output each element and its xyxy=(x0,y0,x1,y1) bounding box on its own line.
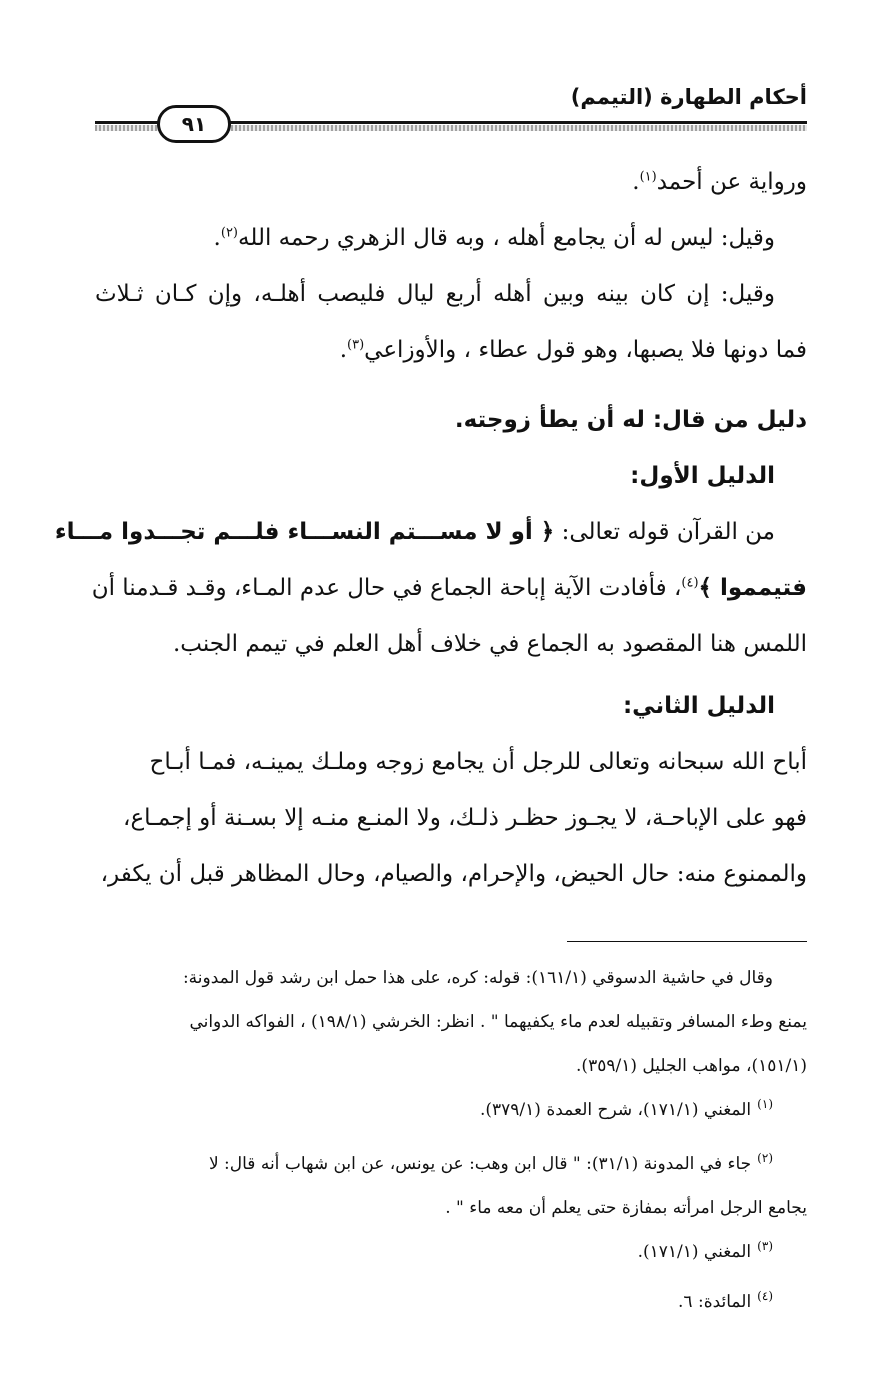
paragraph-line: اللمس هنا المقصود به الجماع في خلاف أهل العلم في تيمم الجنب. xyxy=(172,631,807,657)
footnote-line: وقال في حاشية الدسوقي (١٦١/١): قوله: كره، على هذا حمل ابن رشد قول المدونة: xyxy=(182,968,773,988)
footnote-number: (٣) xyxy=(757,1239,773,1254)
quran-quote: فتيمموا ﴾ xyxy=(698,575,807,601)
footnote-line: (١٥١/١)، مواهب الجليل (٣٥٩/١). xyxy=(576,1056,807,1076)
section-heading: دليل من قال: له أن يطأ زوجته. xyxy=(454,407,807,433)
footnote-line: يجامع الرجل امرأته بمفازة حتى يعلم أن معه ماء " . xyxy=(445,1198,807,1218)
footnote-line: يمنع وطء المسافر وتقبيله لعدم ماء يكفيهما " . انظر: الخرشي (١٩٨/١) ، الفواكه الدواني xyxy=(189,1012,807,1032)
subsection-heading: الدليل الأول: xyxy=(630,463,775,489)
paragraph-line: والممنوع منه: حال الحيض، والإحرام، والصيام، وحال المظاهر قبل أن يكفر، xyxy=(100,861,807,887)
page-number: ٩١ xyxy=(181,112,207,136)
footnote-ref: (٤) xyxy=(681,575,699,591)
running-header-title: أحكام الطهارة (التيمم) xyxy=(570,85,807,109)
footnote-separator xyxy=(567,941,807,942)
paragraph-line: فتيمموا ﴾$^{(٤)}$، فأفادت الآية إباحة الجماع في حال عدم المـاء، وقـد قـدمنا أن xyxy=(91,575,807,601)
paragraph-line: وقيل: إن كان بينه وبين أهله أربع ليال فليصب أهلـه، وإن كـان ثـلاث xyxy=(95,281,775,307)
footnote-3: $^{(٣)}$المغني (١٧١/١). xyxy=(637,1239,773,1262)
footnote-number: (٤) xyxy=(757,1289,773,1304)
footnote-number: (٢) xyxy=(757,1151,773,1166)
page-number-badge xyxy=(157,105,231,143)
footnote-ref: (١) xyxy=(639,169,657,185)
paragraph-line: ورواية عن أحمد$^{(١)}$. xyxy=(632,169,807,195)
paragraph-line: وقيل: ليس له أن يجامع أهله ، وبه قال الزهري رحمه الله$^{(٢)}$. xyxy=(213,225,775,251)
footnote-2: $^{(٢)}$جاء في المدونة (٣١/١): " قال ابن وهب: عن يونس، عن ابن شهاب أنه قال: لا xyxy=(208,1151,773,1174)
paragraph-line: من القرآن قوله تعالى: ﴿ أو لا مســـتم النســـاء فلـــم تجـــدوا مـــاء xyxy=(54,519,775,545)
footnote-ref: (٣) xyxy=(347,337,365,353)
paragraph-line: فهو على الإباحـة، لا يجـوز حظـر ذلـك، ولا المنـع منـه إلا بسـنة أو إجمـاع، xyxy=(123,805,807,831)
footnote-4: $^{(٤)}$المائدة: ٦. xyxy=(678,1289,773,1312)
footnote-number: (١) xyxy=(757,1097,773,1112)
footnote-ref: (٢) xyxy=(220,225,238,241)
subsection-heading: الدليل الثاني: xyxy=(622,693,775,719)
footnote-1: $^{(١)}$المغني (١٧١/١)، شرح العمدة (٣٧٩/١). xyxy=(479,1097,773,1120)
paragraph-line: فما دونها فلا يصبها، وهو قول عطاء ، والأوزاعي$^{(٣)}$. xyxy=(339,337,807,363)
paragraph-line: أباح الله سبحانه وتعالى للرجل أن يجامع زوجه وملـك يمينـه، فمـا أبـاح xyxy=(149,749,807,775)
quran-quote: ﴿ أو لا مســـتم النســـاء فلـــم تجـــدوا مـــاء xyxy=(54,519,555,545)
